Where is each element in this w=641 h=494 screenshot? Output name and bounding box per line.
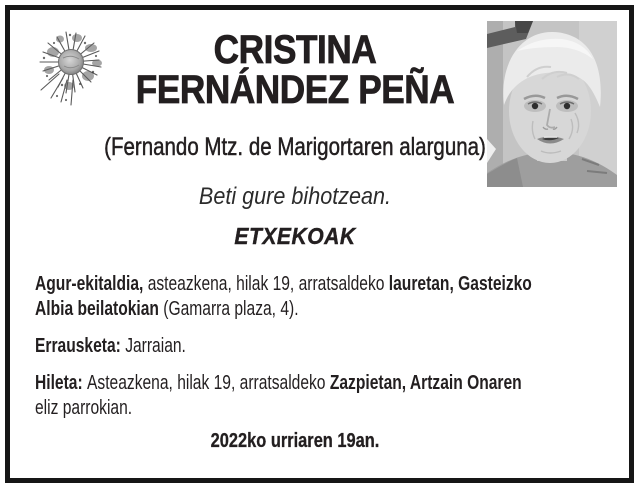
deceased-name-line2: FERNÁNDEZ PEÑA <box>135 68 455 112</box>
motto-line: Beti gure bihotzean. <box>198 183 392 210</box>
funeral-mass-paragraph: Hileta: Asteazkena, hilak 19, arratsaldeko Zazpietan, Artzain Onaren eliz parrokian. <box>35 372 522 419</box>
date-line: 2022ko urriaren 19an. <box>210 430 380 452</box>
cremation-paragraph: Errausketa: Jarraian. <box>35 335 186 357</box>
relation-line: (Fernando Mtz. de Marigortaren alarguna) <box>104 133 486 161</box>
deceased-name-line1: CRISTINA <box>213 28 377 72</box>
farewell-ceremony-paragraph: Agur-ekitaldia, asteazkena, hilak 19, arratsaldeko lauretan, Gasteizko Albia beilatokian (Gamarra plaza, 4). <box>35 273 532 320</box>
deceased-name <box>44 30 546 110</box>
obituary-notice-frame <box>5 5 634 483</box>
signature-line: ETXEKOAK <box>234 223 356 249</box>
